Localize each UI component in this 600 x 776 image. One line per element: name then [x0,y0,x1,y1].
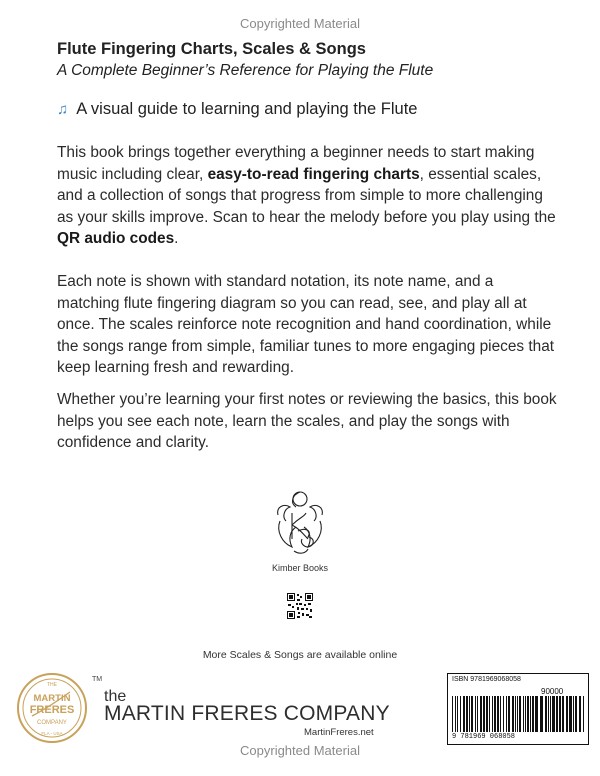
publisher-name: Kimber Books [271,563,329,573]
barcode-bar [503,696,504,732]
barcode-bar [508,696,510,732]
tagline-text: A visual guide to learning and playing the Flute [76,100,418,118]
kimber-books-monogram-icon [270,487,330,557]
price-code: 90000 [541,687,564,696]
barcode-bar [569,696,572,732]
p1-text-a: This book brings together everything a beginner needs to start making music including clear, [57,144,535,183]
isbn-label: ISBN 9781969068058 [452,676,521,683]
p1-text-e: . [174,230,179,247]
barcode-bar [452,696,453,732]
barcode-bar [527,696,529,732]
barcode-bar [497,696,499,732]
barcode-bar [566,696,568,732]
barcode-bar [517,696,518,732]
brand-url: MartinFreres.net [304,727,374,738]
barcode-bar [573,696,574,732]
barcode-bar [486,696,488,732]
martin-freres-seal-icon [16,672,88,744]
online-resources-note: More Scales & Songs are available online [202,649,398,661]
barcode-bar [575,696,577,732]
p1-bold-fingering-charts: easy-to-read fingering charts [207,165,420,183]
p1-text-c: , essential scales, and a collection of songs that progress from simple to more challenging as your skills improve. Scan to hear the melody before you play using the [57,165,556,226]
barcode-bar [562,696,564,732]
barcode-bar [471,696,473,732]
barcode-bar [500,696,501,732]
barcode-bar [545,696,547,732]
musical-notes-icon: ♫ [57,101,69,118]
copyright-watermark-top: Copyrighted Material [240,16,360,31]
barcode-bar [579,696,581,732]
seal-text-top: THE [47,682,57,688]
barcode-bar [455,696,456,732]
book-title: Flute Fingering Charts, Scales & Songs [57,40,366,58]
barcode-icon [452,696,584,732]
barcode-bar [556,696,558,732]
description-paragraph-2: Each note is shown with standard notation, its note name, and a matching flute fingering diagram so you can read, see, and play all at once. The scales reinforce note recognition and hand coordination, while the songs range from simple, familiar tunes to more engaging pieces that keep learning fresh and rewarding. [57,273,555,376]
barcode-bar [550,696,551,732]
barcode-bar [466,696,468,732]
barcode-bar [492,696,493,732]
brand-name: MARTIN FRERES COMPANY [104,702,390,725]
barcode-bar [477,696,478,732]
seal-text-main2: FRERES [29,704,75,716]
barcode-bar [523,696,524,732]
seal-text-sub: COMPANY [37,720,67,726]
barcode-bar [480,696,482,732]
brand-article: the [104,688,127,705]
tagline [57,100,417,119]
barcode-bar [460,696,461,732]
description-paragraph-1 [57,142,557,250]
barcode-bar [548,696,549,732]
barcode-bar [535,696,538,732]
barcode-bar [532,696,534,732]
barcode-bar [540,696,543,732]
copyright-watermark-bottom: Copyrighted Material [240,743,360,758]
barcode-bar [515,696,516,732]
barcode-bar [530,696,531,732]
barcode-bar [469,696,470,732]
trademark-mark: TM [92,676,103,683]
barcode-bar [489,696,490,732]
barcode-bar [506,696,507,732]
description-paragraph-3: Whether you’re learning your first notes or reviewing the basics, this book helps you see each note, learn the scales, and play the songs with confidence and clarity. [57,391,557,451]
barcode-bar [559,696,561,732]
barcode-bar [519,696,521,732]
seal-text-bottom: FLA - USA [41,731,63,736]
qr-code-icon [286,592,314,620]
barcode-bar [457,696,458,732]
barcode-bar [463,696,465,732]
p1-bold-qr-audio-codes: QR audio codes [57,230,175,247]
book-subtitle: A Complete Beginner’s Reference for Playing the Flute [57,62,434,79]
barcode-bar [494,696,496,732]
barcode-bar [512,696,514,732]
isbn-barcode-box [447,673,589,745]
barcode-digits: 9 781969 068058 [452,733,516,741]
barcode-bar [525,696,526,732]
barcode-bar [475,696,476,732]
barcode-bar [483,696,485,732]
barcode-bar [583,696,584,732]
barcode-bar [552,696,555,732]
seal-text-main1: MARTIN [33,693,71,704]
